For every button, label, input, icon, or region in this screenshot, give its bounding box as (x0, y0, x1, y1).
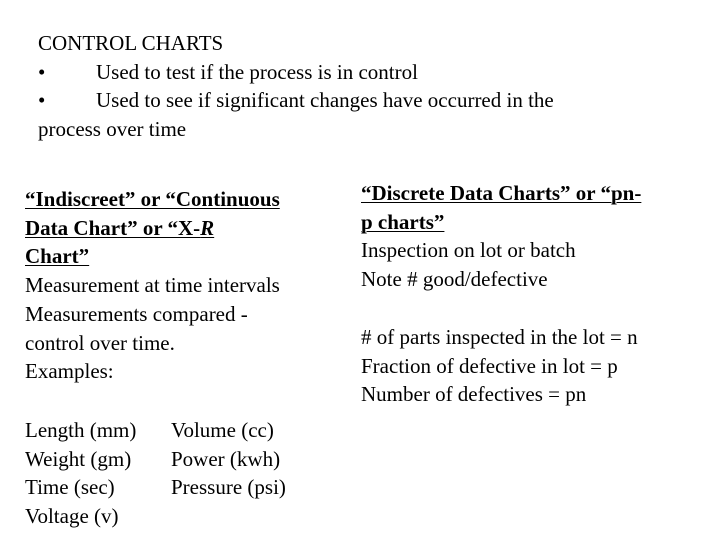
example-item: Volume (cc) (171, 418, 274, 442)
left-body-line: Measurement at time intervals (25, 273, 280, 298)
bullet-icon: • (38, 59, 46, 84)
left-heading (25, 214, 325, 243)
left-heading-line: Data Chart” or “X- (25, 215, 201, 240)
left-body-line: Examples: (25, 359, 114, 384)
left-heading (25, 242, 325, 271)
example-item: Pressure (psi) (171, 475, 286, 500)
left-heading-italic-r: R (200, 215, 215, 240)
right-heading (361, 208, 701, 237)
left-heading-line: Chart” (25, 244, 90, 269)
left-body-line: Measurements compared - (25, 301, 248, 326)
left-heading (25, 185, 325, 214)
left-body-line: control over time. (25, 330, 175, 355)
example-item: Voltage (v) (25, 504, 119, 529)
bullet-icon: • (38, 88, 46, 113)
example-item: Power (kwh) (171, 446, 281, 471)
examples-table (25, 416, 286, 531)
bullet-item (38, 86, 678, 115)
bullet-continuation: process over time (38, 117, 187, 142)
right-heading (361, 179, 701, 208)
right-column (361, 179, 701, 294)
right-heading-line: p charts” (361, 209, 445, 234)
example-item: Length (mm) (25, 418, 137, 442)
bullet-text: Used to see if significant changes have occurred in the (96, 88, 554, 113)
definitions-block (361, 323, 701, 409)
example-item: Weight (gm) (25, 446, 132, 471)
definition-line: Number of defectives = pn (361, 382, 587, 407)
right-body-line: Note # good/defective (361, 267, 548, 292)
page-title: CONTROL CHARTS (38, 31, 224, 55)
left-heading-line: “Indiscreet” or “Continuous (25, 187, 280, 211)
definition-line: Fraction of defective in lot = p (361, 353, 618, 378)
definition-line: # of parts inspected in the lot = n (361, 325, 638, 349)
bullet-item (38, 58, 678, 87)
example-item (171, 502, 286, 531)
bullet-text: Used to test if the process is in control (96, 59, 418, 84)
right-heading-line: “Discrete Data Charts” or “pn- (361, 181, 642, 205)
example-item: Time (sec) (25, 475, 115, 500)
header-block (38, 29, 678, 144)
left-column (25, 185, 325, 386)
right-body-line: Inspection on lot or batch (361, 238, 576, 263)
